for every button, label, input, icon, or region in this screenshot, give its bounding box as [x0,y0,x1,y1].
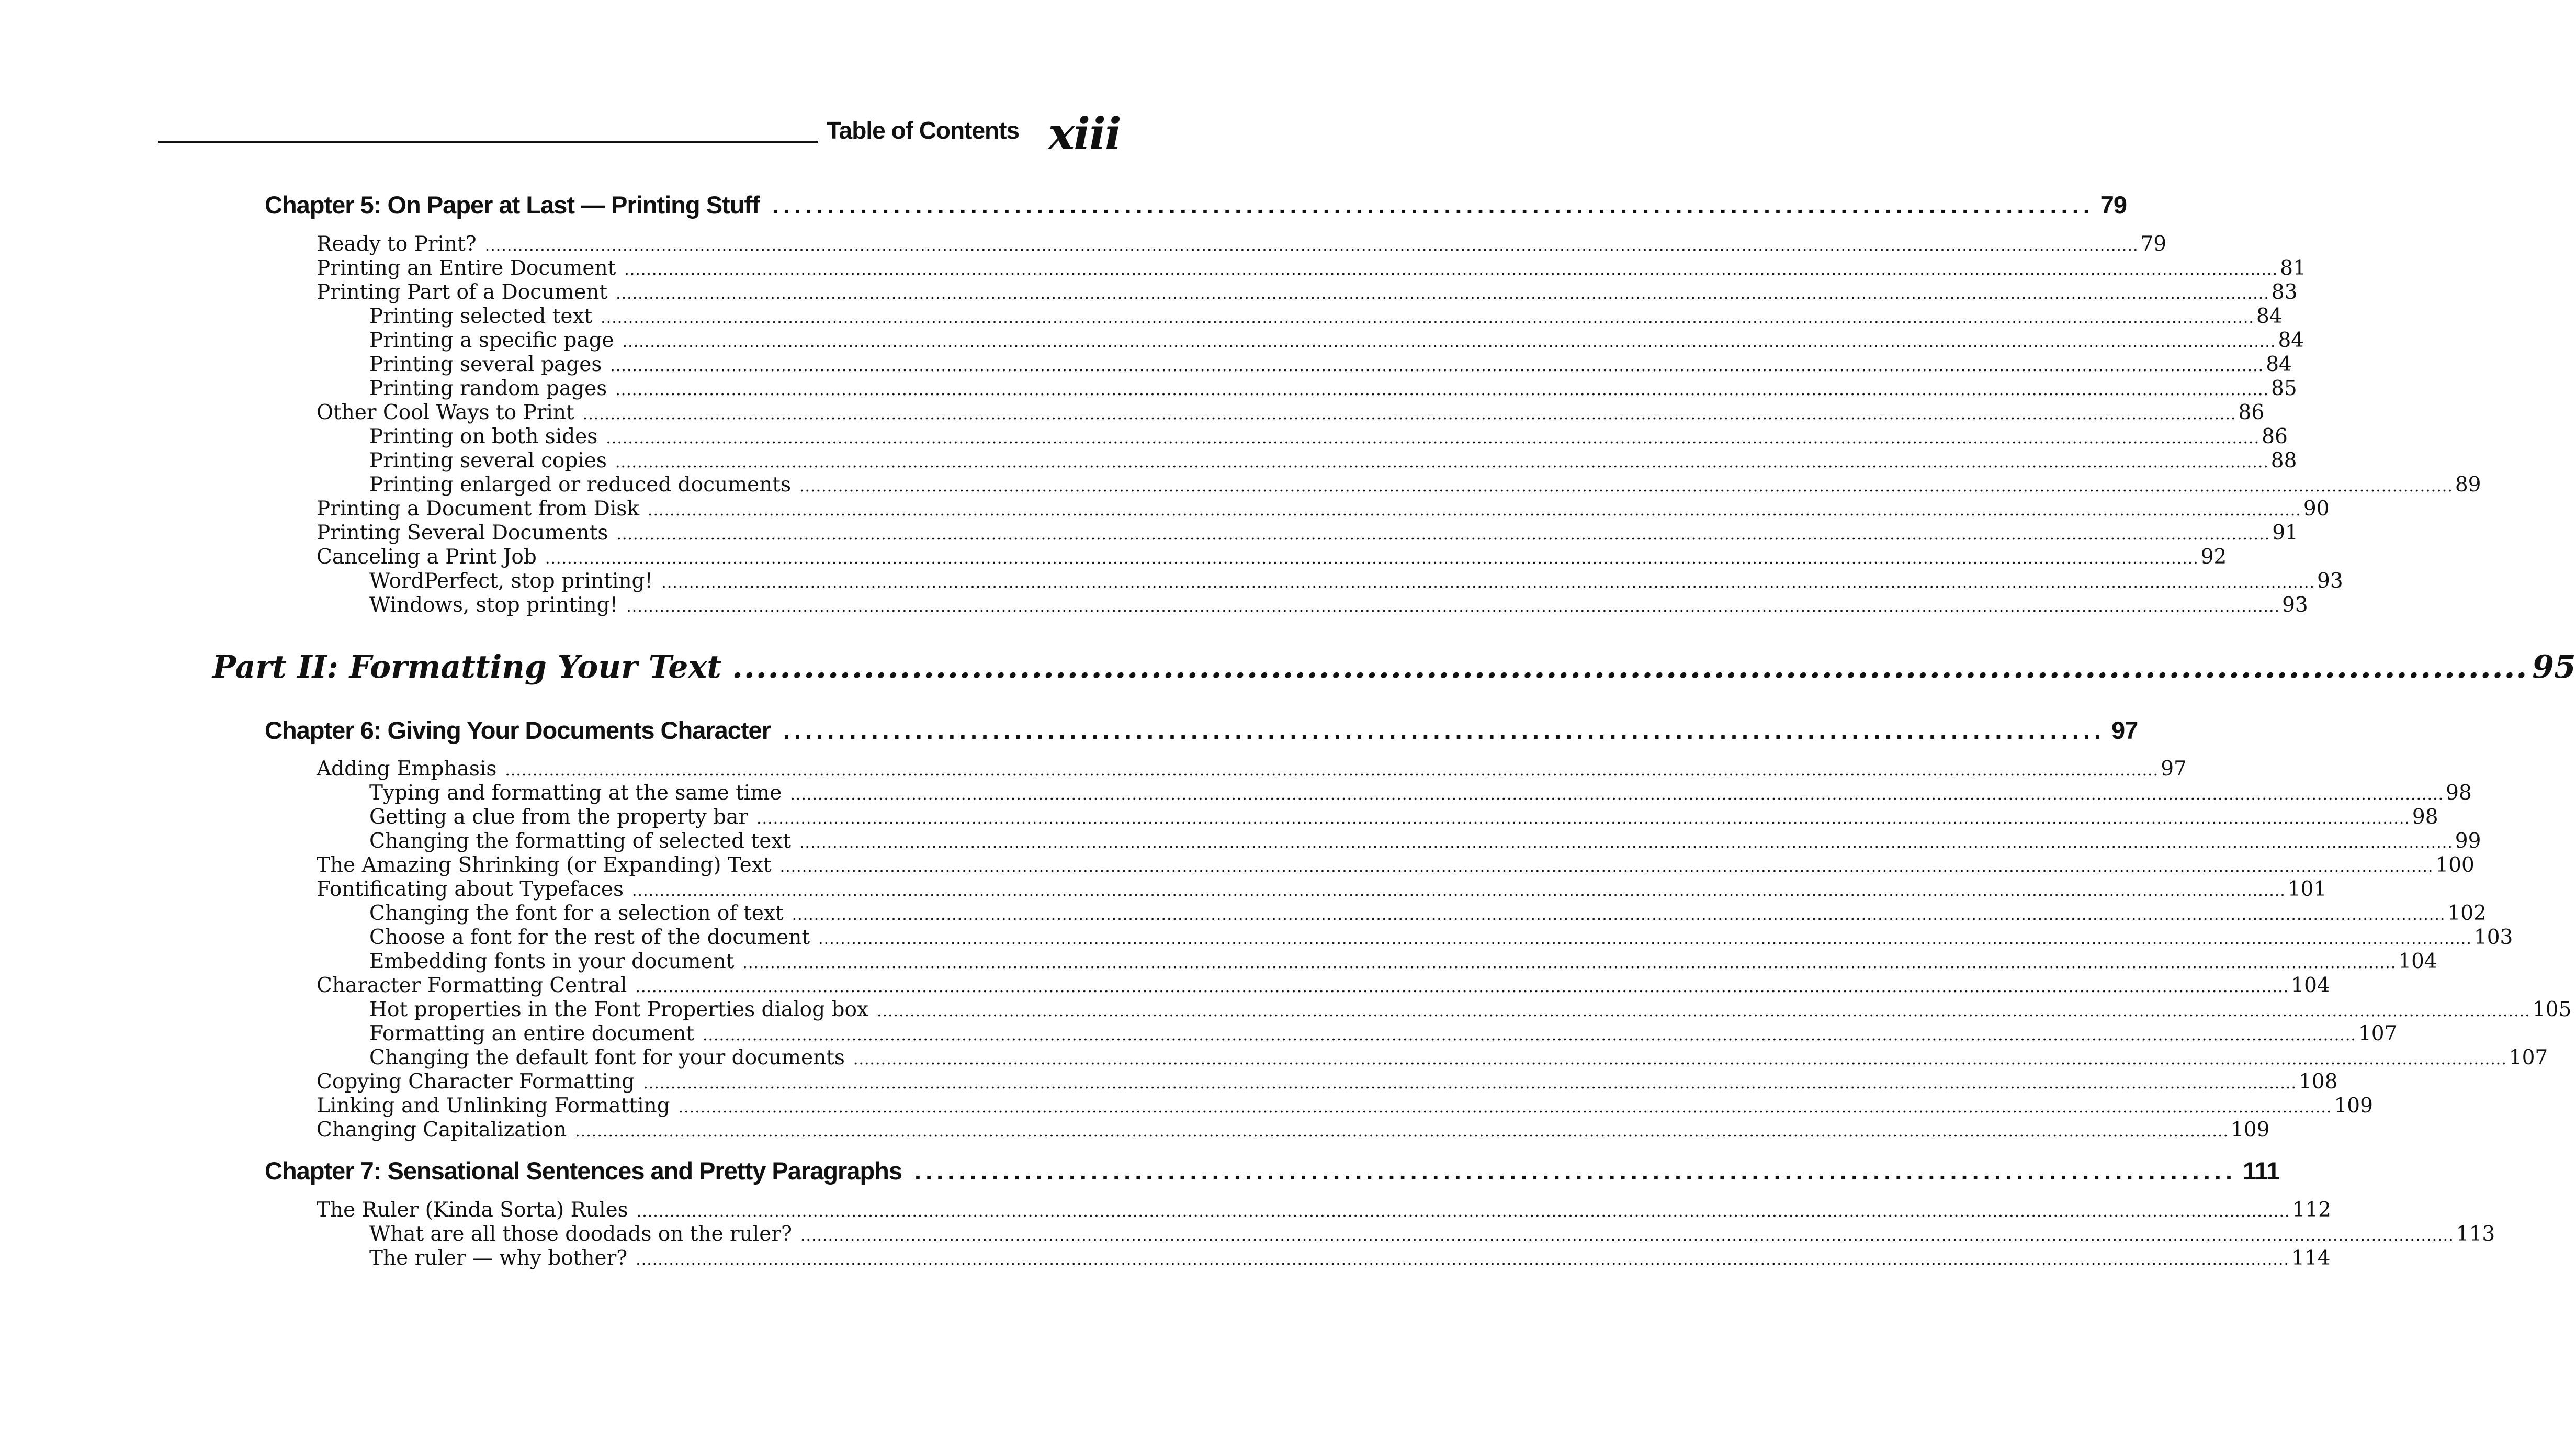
entry-page-number: 89 [2455,473,2481,497]
entry-title: Printing several copies [369,449,607,472]
dot-leader: ............................................................................................................................................................................................................................................................................................................ [742,954,2397,972]
entry-page-number: 95 [2532,649,2576,685]
dot-leader: ............................................................................................................................................................................................................................................................................................................ [756,809,2410,828]
entry-title: Adding Emphasis [317,757,497,781]
toc-entry [317,401,2265,425]
toc-entry [317,280,2298,305]
dot-leader: ............................................................................................................................................................................................................................................................................................................ [545,549,2199,568]
entry-page-number: 109 [2334,1094,2373,1118]
toc-subentry [369,1246,2331,1270]
entry-title: Hot properties in the Font Properties dialog box [369,998,868,1021]
dot-leader: ............................................................................................................................................................................................................................................................................................................ [615,381,2269,399]
toc-entry [317,1198,2331,1222]
entry-page-number: 108 [2299,1070,2338,1094]
entry-title: Printing on both sides [369,425,598,448]
page-number: xiii [1048,108,1121,160]
toc-subentry [369,353,2292,377]
running-head-title: Table of Contents [827,117,1020,144]
toc-entry [317,877,2327,902]
entry-title: Part II: Formatting Your Text [212,649,721,685]
toc-subentry [369,377,2297,401]
toc-entry [317,1118,2270,1142]
entry-page-number: 112 [2292,1198,2331,1222]
dot-leader: ............................................................................................................................................................................................................................................................................................................ [636,1251,2289,1269]
dot-leader: ............................................................................................................................................................................................................................................................................................................ [661,573,2315,592]
entry-page-number: 97 [2111,716,2138,744]
dot-leader: ............................................................................................................................................................................................................................................................................................................ [635,978,2289,996]
toc-subentry [369,829,2481,853]
entry-title: The ruler — why bother? [369,1246,628,1270]
dot-leader: ........................................................................................................................ [914,1157,2237,1185]
toc-subentry [369,593,2308,617]
entry-title: Changing the default font for your documents [369,1046,845,1070]
dot-leader: ............................................................................................................................................................................................................................................................................................................ [876,1002,2530,1020]
entry-title: Printing random pages [369,377,607,400]
entry-page-number: 109 [2231,1118,2270,1142]
dot-leader: ............................................................................................................................................................................................................................................................................................................ [616,285,2269,303]
entry-page-number: 83 [2271,280,2298,304]
entry-title: Chapter 7: Sensational Sentences and Pretty Paragraphs [265,1157,902,1185]
entry-page-number: 107 [2509,1046,2548,1070]
entry-page-number: 86 [2238,401,2265,424]
dot-leader: ............................................................................................................................................................................................................................................................................................................ [575,1122,2229,1141]
entry-page-number: 107 [2358,1022,2398,1045]
dot-leader: ........................................................................................................................ [783,716,2105,744]
entry-title: Ready to Print? [317,232,477,256]
entry-page-number: 81 [2280,256,2306,280]
entry-page-number: 92 [2200,545,2227,569]
dot-leader: ............................................................................................................................................................................................................................................................................................................ [779,858,2434,876]
toc-entry [317,521,2298,545]
toc-subentry [369,781,2472,805]
toc-entry [317,974,2330,998]
toc-subentry [369,569,2343,593]
toc-subentry [369,1222,2495,1246]
dot-leader: ............................................................................................................................................................................................................................................................................................................ [643,1074,2297,1093]
entry-page-number: 93 [2282,593,2308,617]
entry-title: Windows, stop printing! [369,593,618,617]
dot-leader: ............................................................................................................................................................................................................................................................................................................ [790,785,2444,804]
toc-subentry [369,473,2481,497]
dot-leader: ............................................................................................................................................................................................................................................................................................................ [582,405,2236,423]
entry-title: Printing a Document from Disk [317,497,640,521]
dot-leader: ............................................................................................................................................................................................................................................................................................................ [632,882,2286,900]
entry-page-number: 91 [2272,521,2298,545]
toc-entry [317,497,2330,521]
entry-title: Printing selected text [369,305,593,328]
entry-page-number: 103 [2473,926,2513,949]
toc-subentry [369,950,2437,974]
entry-title: Canceling a Print Job [317,545,537,569]
dot-leader: ............................................................................................................................................................................................................................................................................................................ [800,1226,2454,1245]
entry-title: Printing several pages [369,353,602,376]
entry-title: Printing Part of a Document [317,280,608,304]
entry-page-number: 97 [2161,757,2187,781]
entry-page-number: 105 [2532,998,2572,1021]
header-rule [158,141,818,143]
entry-page-number: 98 [2412,805,2438,829]
entry-title: What are all those doodads on the ruler? [369,1222,792,1246]
entry-title: Printing a specific page [369,329,614,352]
toc-subentry [369,1022,2398,1046]
entry-title: Getting a clue from the property bar [369,805,749,829]
toc-entry [317,1070,2338,1094]
entry-page-number: 79 [2140,232,2167,256]
entry-title: Printing enlarged or reduced documents [369,473,791,497]
entry-page-number: 93 [2317,569,2343,593]
entry-title: Embedding fonts in your document [369,950,735,973]
dot-leader: ............................................................................................................................................................................................................................................................................................................ [626,598,2280,616]
toc-subentry [369,425,2288,449]
chapter-heading [265,190,2127,219]
toc-subentry [369,329,2304,353]
dot-leader: ............................................................................................................................................................................................................................................................................................................ [610,357,2264,375]
entry-page-number: 99 [2455,829,2481,853]
entry-page-number: 104 [2398,950,2437,973]
dot-leader: ............................................................................................................................................................................................................................................................................................................ [616,525,2270,544]
entry-page-number: 111 [2243,1157,2280,1185]
dot-leader: ............................................................................................................................................................................................................................................................................................................ [636,1202,2290,1221]
dot-leader: ............................................................................................................................................................................................................................................................................................................ [678,1098,2332,1117]
entry-title: Linking and Unlinking Formatting [317,1094,670,1118]
entry-page-number: 98 [2446,781,2472,805]
toc-subentry [369,902,2487,926]
dot-leader: ............................................................................................................................................................................................................................................................................................................ [799,477,2453,496]
toc-entry [317,256,2306,280]
dot-leader: ........................................................................................................................ [772,191,2094,219]
toc-subentry [369,449,2297,473]
entry-page-number: 113 [2456,1222,2495,1246]
dot-leader: ............................................................................................................................................................................................................................................................................................................ [601,309,2254,327]
toc-entry [317,232,2167,256]
dot-leader: ............................................................................................................................................................................................................................................................................................................ [622,333,2276,351]
dot-leader: ............................................................................................................................................................................................................................................................................................................ [648,501,2301,520]
dot-leader: ............................................................................................................................................................................................................................................................................................................ [818,930,2472,948]
entry-title: Choose a font for the rest of the document [369,926,810,949]
entry-title: Character Formatting Central [317,974,627,997]
dot-leader: ............................................................................................................................................................................................................................................................................................................ [505,761,2159,780]
toc-entry [317,1094,2373,1118]
entry-page-number: 101 [2287,877,2327,901]
part-heading [212,649,2576,685]
entry-page-number: 85 [2271,377,2297,400]
entry-title: Other Cool Ways to Print [317,401,574,424]
entry-page-number: 102 [2447,902,2487,925]
entry-page-number: 79 [2100,191,2127,219]
entry-title: The Amazing Shrinking (or Expanding) Text [317,853,772,877]
entry-page-number: 84 [2278,329,2304,352]
toc-subentry [369,1046,2548,1070]
entry-page-number: 90 [2303,497,2330,521]
toc-subentry [369,998,2572,1022]
entry-page-number: 100 [2435,853,2475,877]
entry-title: Typing and formatting at the same time [369,781,782,805]
entry-page-number: 104 [2291,974,2330,997]
toc-entry [317,853,2475,877]
entry-page-number: 84 [2266,353,2292,376]
entry-title: Formatting an entire document [369,1022,695,1045]
dot-leader: ............................................................................................................................................................................................................................................................................................................ [606,429,2260,447]
entry-title: Chapter 6: Giving Your Documents Character [265,716,771,744]
dot-leader: ...................................................................................................................................................... [731,649,2528,685]
entry-page-number: 86 [2262,425,2288,448]
dot-leader: ............................................................................................................................................................................................................................................................................................................ [853,1050,2507,1068]
entry-title: WordPerfect, stop printing! [369,569,653,593]
entry-title: Changing the font for a selection of text [369,902,784,925]
toc-subentry [369,805,2438,829]
dot-leader: ............................................................................................................................................................................................................................................................................................................ [615,453,2269,471]
entry-title: Changing Capitalization [317,1118,567,1142]
dot-leader: ............................................................................................................................................................................................................................................................................................................ [792,906,2446,924]
entry-page-number: 88 [2270,449,2297,472]
entry-title: Printing an Entire Document [317,256,616,280]
entry-title: The Ruler (Kinda Sorta) Rules [317,1198,628,1222]
dot-leader: ............................................................................................................................................................................................................................................................................................................ [703,1026,2356,1044]
dot-leader: ............................................................................................................................................................................................................................................................................................................ [624,261,2278,279]
entry-title: Chapter 5: On Paper at Last — Printing Stuff [265,191,760,219]
toc-entry [317,545,2227,569]
entry-page-number: 84 [2256,305,2283,328]
toc-entry [317,757,2187,781]
entry-title: Copying Character Formatting [317,1070,635,1094]
entry-title: Fontificating about Typefaces [317,877,624,901]
dot-leader: ............................................................................................................................................................................................................................................................................................................ [484,237,2139,255]
dot-leader: ............................................................................................................................................................................................................................................................................................................ [799,834,2453,852]
chapter-heading [265,1156,2280,1185]
entry-title: Changing the formatting of selected text [369,829,791,853]
chapter-heading [265,716,2138,745]
toc-subentry [369,926,2513,950]
entry-title: Printing Several Documents [317,521,608,545]
toc-subentry [369,305,2283,329]
entry-page-number: 114 [2291,1246,2331,1270]
